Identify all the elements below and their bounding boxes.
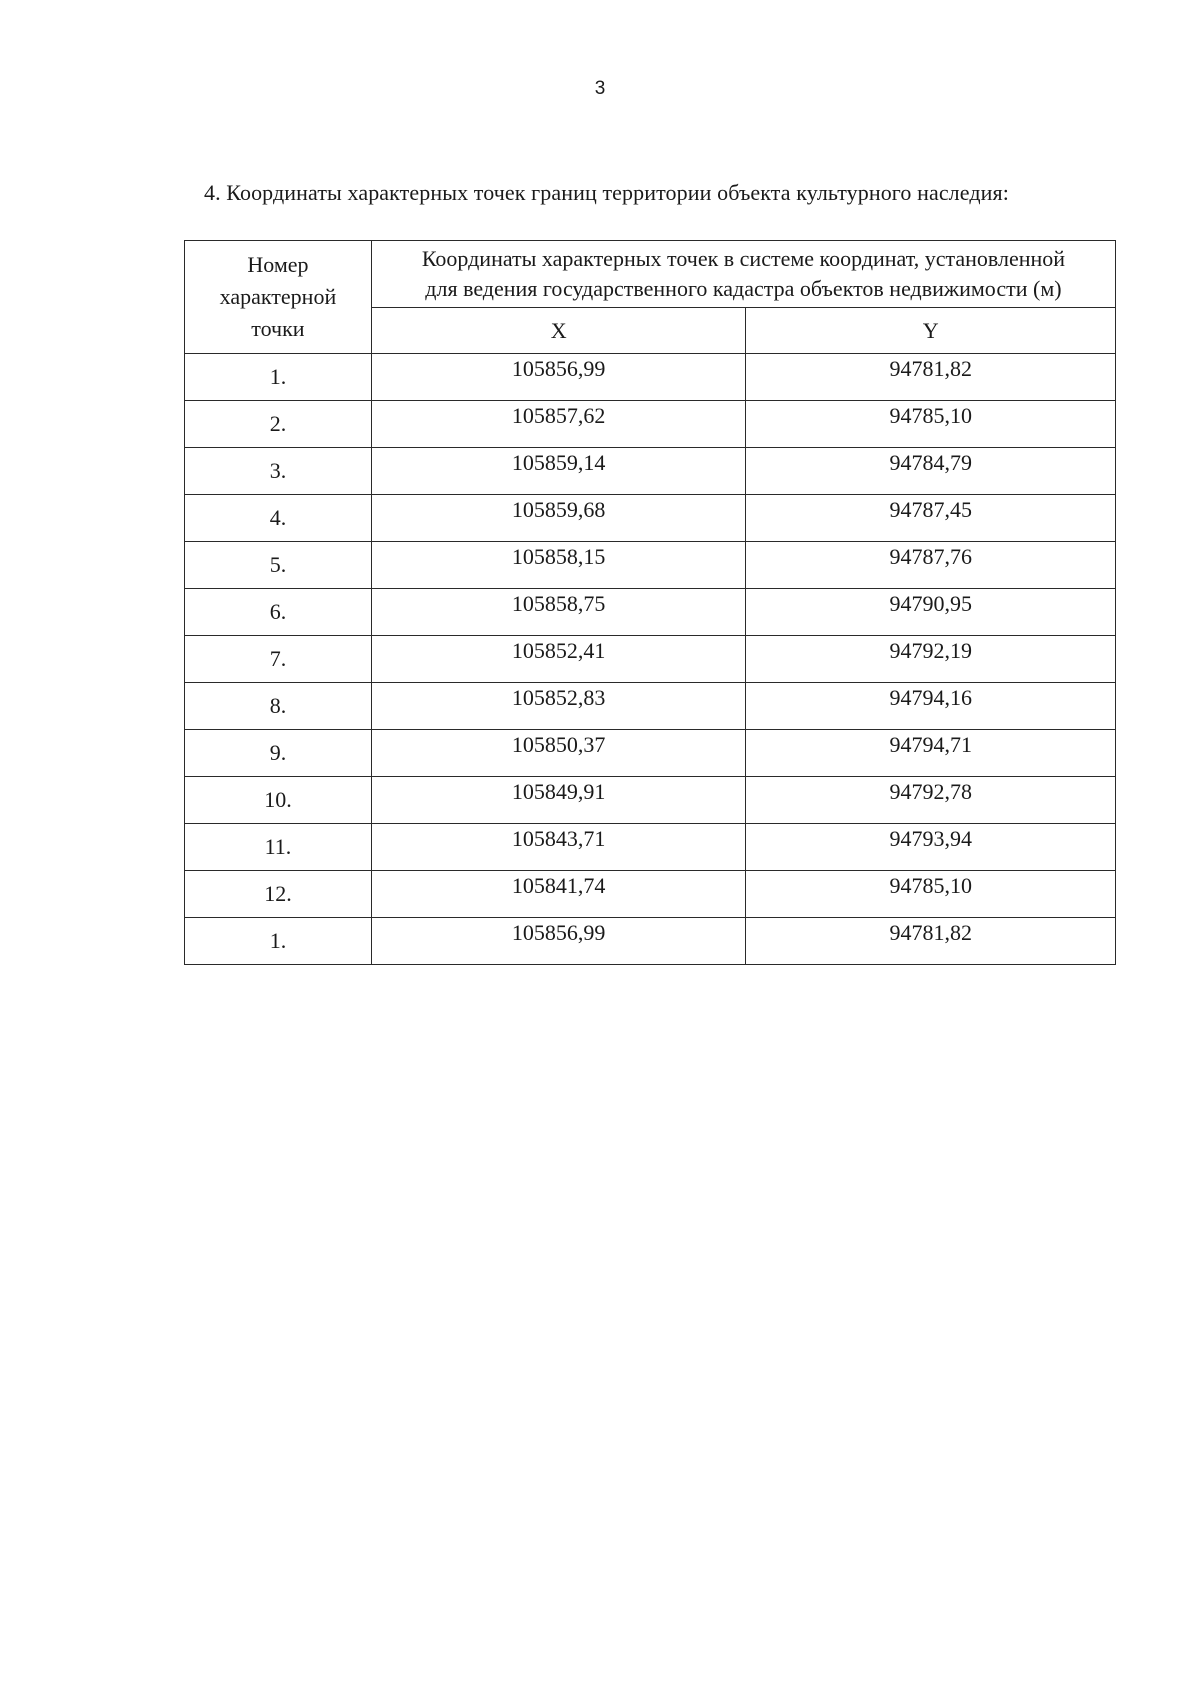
point-number-cell: 9. bbox=[185, 730, 372, 777]
y-coordinate-cell: 94792,19 bbox=[746, 636, 1116, 683]
x-coordinate-cell: 105859,68 bbox=[371, 495, 746, 542]
table-header-row bbox=[185, 241, 1116, 308]
point-number-cell: 11. bbox=[185, 824, 372, 871]
x-coordinate-cell: 105852,41 bbox=[371, 636, 746, 683]
header-point-number bbox=[185, 241, 372, 354]
header-point-number-line: точки bbox=[251, 316, 305, 341]
x-coordinate-cell: 105850,37 bbox=[371, 730, 746, 777]
table-row bbox=[185, 448, 1116, 495]
point-number-cell: 2. bbox=[185, 401, 372, 448]
y-coordinate-cell: 94794,71 bbox=[746, 730, 1116, 777]
table-row bbox=[185, 918, 1116, 965]
x-coordinate-cell: 105856,99 bbox=[371, 918, 746, 965]
y-coordinate-cell: 94785,10 bbox=[746, 401, 1116, 448]
table-row bbox=[185, 683, 1116, 730]
table-row bbox=[185, 636, 1116, 683]
x-coordinate-cell: 105856,99 bbox=[371, 354, 746, 401]
page-number: 3 bbox=[594, 78, 606, 99]
point-number-cell: 6. bbox=[185, 589, 372, 636]
y-coordinate-cell: 94784,79 bbox=[746, 448, 1116, 495]
point-number-cell: 8. bbox=[185, 683, 372, 730]
coordinates-table bbox=[184, 240, 1116, 965]
header-coordinates bbox=[371, 241, 1115, 308]
x-coordinate-cell: 105841,74 bbox=[371, 871, 746, 918]
table-row bbox=[185, 354, 1116, 401]
header-point-number-line: Номер bbox=[247, 252, 309, 277]
y-coordinate-cell: 94787,76 bbox=[746, 542, 1116, 589]
x-coordinate-cell: 105857,62 bbox=[371, 401, 746, 448]
y-coordinate-cell: 94787,45 bbox=[746, 495, 1116, 542]
table-row bbox=[185, 542, 1116, 589]
x-coordinate-cell: 105843,71 bbox=[371, 824, 746, 871]
header-point-number-line: характерной bbox=[219, 284, 337, 309]
point-number-cell: 4. bbox=[185, 495, 372, 542]
point-number-cell: 12. bbox=[185, 871, 372, 918]
table-row bbox=[185, 824, 1116, 871]
table-row bbox=[185, 871, 1116, 918]
y-coordinate-cell: 94792,78 bbox=[746, 777, 1116, 824]
x-coordinate-cell: 105849,91 bbox=[371, 777, 746, 824]
x-coordinate-cell: 105859,14 bbox=[371, 448, 746, 495]
x-coordinate-cell: 105858,75 bbox=[371, 589, 746, 636]
x-coordinate-cell: 105858,15 bbox=[371, 542, 746, 589]
y-coordinate-cell: 94781,82 bbox=[746, 918, 1116, 965]
x-coordinate-cell: 105852,83 bbox=[371, 683, 746, 730]
point-number-cell: 1. bbox=[185, 354, 372, 401]
header-y: Y bbox=[746, 308, 1116, 354]
y-coordinate-cell: 94790,95 bbox=[746, 589, 1116, 636]
section-heading: 4. Координаты характерных точек границ территории объекта культурного наследия: bbox=[204, 180, 1009, 205]
table-row bbox=[185, 777, 1116, 824]
header-x: X bbox=[371, 308, 746, 354]
table-row bbox=[185, 589, 1116, 636]
y-coordinate-cell: 94781,82 bbox=[746, 354, 1116, 401]
point-number-cell: 1. bbox=[185, 918, 372, 965]
header-coordinates-line: Координаты характерных точек в системе координат, установленной bbox=[421, 246, 1066, 271]
point-number-cell: 5. bbox=[185, 542, 372, 589]
y-coordinate-cell: 94794,16 bbox=[746, 683, 1116, 730]
table-row bbox=[185, 495, 1116, 542]
point-number-cell: 3. bbox=[185, 448, 372, 495]
header-coordinates-line: для ведения государственного кадастра объектов недвижимости (м) bbox=[425, 276, 1062, 301]
table-row bbox=[185, 730, 1116, 777]
y-coordinate-cell: 94785,10 bbox=[746, 871, 1116, 918]
table-row bbox=[185, 401, 1116, 448]
point-number-cell: 10. bbox=[185, 777, 372, 824]
y-coordinate-cell: 94793,94 bbox=[746, 824, 1116, 871]
point-number-cell: 7. bbox=[185, 636, 372, 683]
